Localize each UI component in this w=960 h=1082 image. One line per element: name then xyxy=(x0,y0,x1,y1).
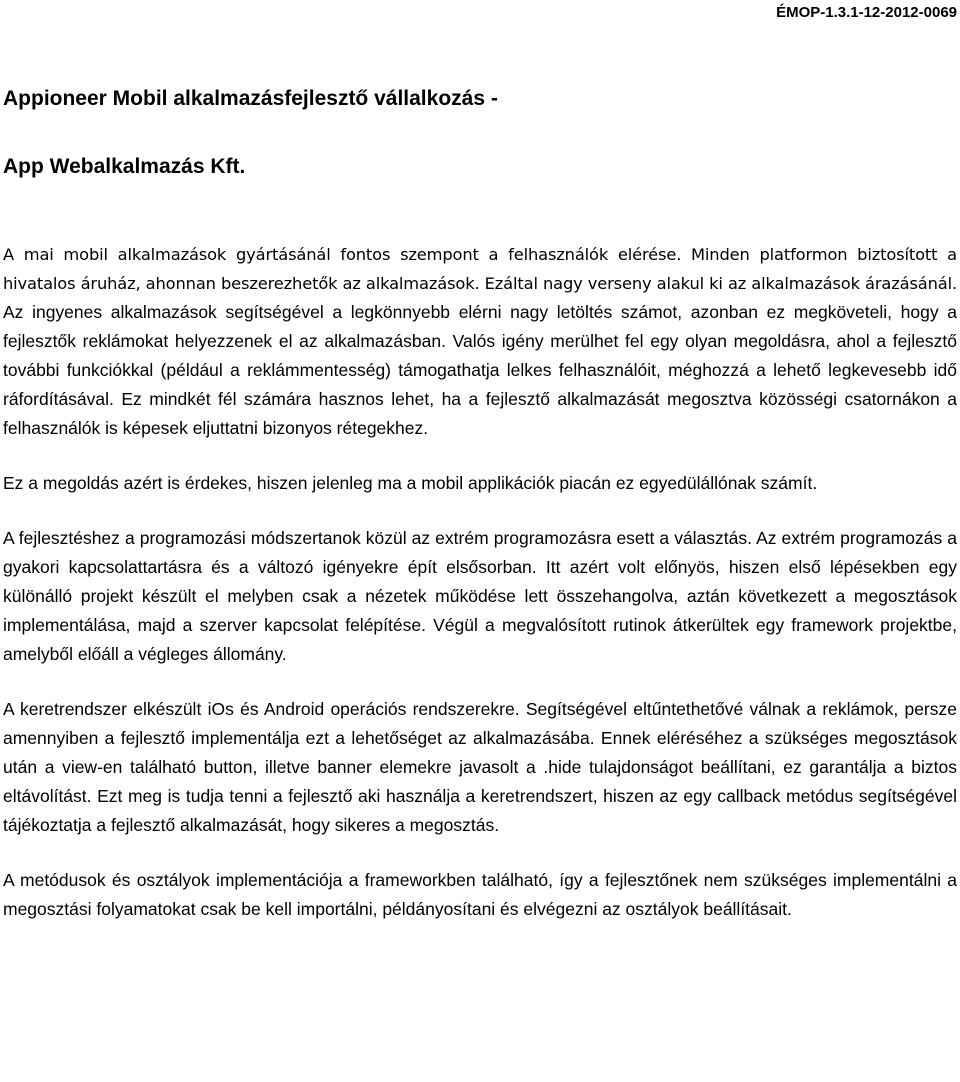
paragraph-intro-part-2: Az ingyenes alkalmazások segítségével a legkönnyebb elérni nagy letöltés számot, azonban ez megköveteli, hogy a fejlesztők reklámokat helyezzenek el az alkalmazásban. Valós igény merülhet fel egy olyan megoldásra, ahol a fejlesztő további funkciókkal (például a reklámmentesség) támogathatja lelkes felhasználóit, méghozzá a lehető legkevesebb idő ráfordításával. Ez mindkét fél számára hasznos lehet, ha a fejlesztő alkalmazását megosztva közösségi csatornákon a felhasználók is képesek eljuttatni bizonyos rétegekhez. xyxy=(3,302,957,438)
document-body xyxy=(3,240,957,950)
document-title-line-1: Appioneer Mobil alkalmazásfejlesztő vállalkozás - xyxy=(3,87,498,110)
project-code: ÉMOP-1.3.1-12-2012-0069 xyxy=(776,4,957,21)
paragraph-intro-part-1: A mai mobil alkalmazások gyártásánál fontos szempont a felhasználók elérése. Minden platformon biztosított a hivatalos áruház, ahonnan beszerezhetők az alkalmazások. Ezáltal nagy verseny alakul ki az alkalmazások árazásánál. xyxy=(3,245,957,293)
paragraph-implementation: A metódusok és osztályok implementációja a frameworkben található, így a fejlesztőnek nem szükséges implementálni a megosztási folyamatokat csak be kell importálni, példányosítani és elvégezni az osztályok beállításait. xyxy=(3,870,957,919)
document-title-line-2: App Webalkalmazás Kft. xyxy=(3,155,246,178)
paragraph-framework: A keretrendszer elkészült iOs és Android operációs rendszerekre. Segítségével eltűntethetővé válnak a reklámok, persze amennyiben a fejlesztő implementálja ezt a lehetőséget az alkalmazásába. Ennek eléréséhez a szükséges megosztások után a view-en található button, illetve banner elemekre javasolt a .hide tulajdonságot beállítani, ez garantálja a biztos eltávolítást. Ezt meg is tudja tenni a fejlesztő aki használja a keretrendszert, hiszen az egy callback metódus segítségével tájékoztatja a fejlesztő alkalmazását, hogy sikeres a megosztás. xyxy=(3,699,957,835)
paragraph-intro xyxy=(3,240,957,443)
paragraph-uniqueness: Ez a megoldás azért is érdekes, hiszen jelenleg ma a mobil applikációk piacán ez egyedülállónak számít. xyxy=(3,473,818,493)
paragraph-methodology: A fejlesztéshez a programozási módszertanok közül az extrém programozásra esett a választás. Az extrém programozás a gyakori kapcsolattartásra és a változó igényekre épít elsősorban. Itt azért volt előnyös, hiszen első lépésekben egy különálló projekt készült el melyben csak a nézetek működése lett összehangolva, aztán következett a megosztások implementálása, majd a szerver kapcsolat felépítése. Végül a megvalósított rutinok átkerültek egy framework projektbe, amelyből előáll a végleges állomány. xyxy=(3,528,957,664)
